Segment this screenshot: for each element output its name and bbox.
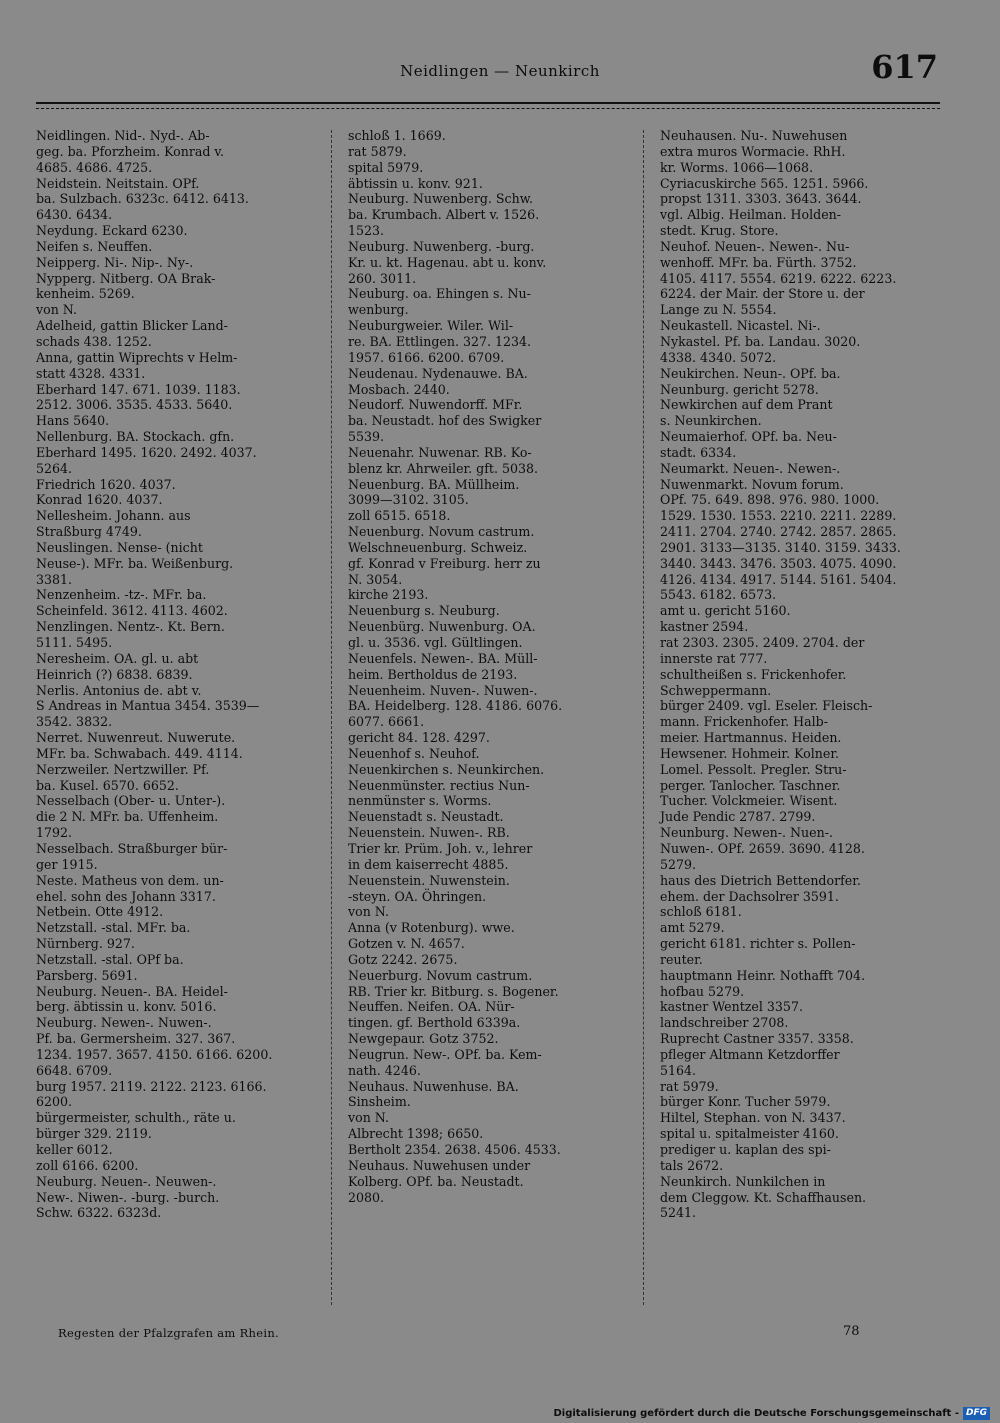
index-line: heim. Bertholdus de 2193. (348, 666, 518, 682)
index-line: kenheim. 5269. (36, 286, 135, 302)
index-line: Neuenstadt s. Neustadt. (348, 809, 504, 825)
index-line: kirche 2193. (348, 587, 429, 603)
index-line: kr. Worms. 1066—1068. (660, 159, 814, 175)
index-line: Pf. ba. Germersheim. 327. 367. (36, 1031, 236, 1047)
index-line: Neresheim. OA. gl. u. abt (36, 650, 199, 666)
index-line: kastner Wentzel 3357. (660, 999, 803, 1015)
column-separator (331, 130, 332, 1305)
index-line: äbtissin u. konv. 921. (348, 175, 483, 191)
index-line: ba. Neustadt. hof des Swigker (348, 413, 542, 429)
index-line: vgl. Albig. Heilman. Holden- (660, 207, 842, 223)
index-line: Neukirchen. Neun-. OPf. ba. (660, 365, 841, 381)
index-line: Neuburg. Neuen-. Neuwen-. (36, 1173, 217, 1189)
index-line: bürger 329. 2119. (36, 1126, 152, 1142)
index-line: amt u. gericht 5160. (660, 603, 791, 619)
index-line: Newkirchen auf dem Prant (660, 397, 833, 413)
credit-text: Digitalisierung gefördert durch die Deutsche Forschungsgemeinschaft - (553, 1408, 959, 1419)
index-line: Lomel. Pessolt. Pregler. Stru- (660, 761, 847, 777)
index-line: Cyriacuskirche 565. 1251. 5966. (660, 175, 869, 191)
index-line: haus des Dietrich Bettendorfer. (660, 872, 861, 888)
index-line: 5241. (660, 1205, 697, 1221)
index-line: Neidstein. Neitstain. OPf. (36, 175, 200, 191)
index-line: Neuenhof s. Neuhof. (348, 745, 480, 761)
index-line: von N. (348, 1110, 390, 1126)
index-line: Neydung. Eckard 6230. (36, 223, 188, 239)
running-header: Neidlingen — Neunkirch (400, 62, 600, 80)
index-line: Nellesheim. Johann. aus (36, 508, 191, 524)
index-line: Neuenkirchen s. Neunkirchen. (348, 761, 545, 777)
index-line: spital u. spitalmeister 4160. (660, 1126, 839, 1142)
index-line: 4685. 4686. 4725. (36, 159, 153, 175)
index-line: Tucher. Volckmeier. Wisent. (660, 793, 838, 809)
index-line: BA. Heidelberg. 128. 4186. 6076. (348, 698, 563, 714)
index-line: ger 1915. (36, 856, 98, 872)
index-line: Neumaierhof. OPf. ba. Neu- (660, 429, 837, 445)
index-line: 5279. (660, 856, 697, 872)
index-line: Neuenmünster. rectius Nun- (348, 777, 530, 793)
index-line: keller 6012. (36, 1142, 113, 1157)
index-line: wenburg. (348, 302, 409, 318)
index-line: schads 438. 1252. (36, 333, 152, 349)
index-line: gl. u. 3536. vgl. Gültlingen. (348, 635, 523, 650)
index-line: Kr. u. kt. Hagenau. abt u. konv. (348, 254, 547, 270)
index-line: Eberhard 1495. 1620. 2492. 4037. (36, 444, 257, 460)
index-line: 5264. (36, 460, 73, 476)
index-line: 4126. 4134. 4917. 5144. 5161. 5404. (660, 571, 897, 587)
index-line: Nypperg. Nitberg. OA Brak- (36, 270, 216, 286)
index-line: Neuenstein. Nuwen-. RB. (348, 825, 510, 841)
index-column-1 (36, 128, 318, 1221)
index-line: wenhoff. MFr. ba. Fürth. 3752. (660, 254, 857, 270)
index-line: Neumarkt. Neuen-. Newen-. (660, 460, 841, 476)
index-line: 6200. (36, 1094, 73, 1110)
index-line: 6224. der Mair. der Store u. der (660, 286, 865, 302)
index-line: Schw. 6322. 6323d. (36, 1205, 162, 1221)
index-line: Hewsener. Hohmeir. Kolner. (660, 745, 839, 761)
index-line: 5111. 5495. (36, 635, 113, 650)
index-line: 2901. 3133—3135. 3140. 3159. 3433. (660, 539, 901, 555)
index-line: stadt. 6334. (660, 444, 737, 460)
index-line: N. 3054. (348, 571, 403, 587)
index-line: Neudenau. Nydenauwe. BA. (348, 365, 528, 381)
index-line: berg. äbtissin u. konv. 5016. (36, 999, 217, 1015)
index-line: von N. (348, 904, 390, 920)
index-line: mann. Frickenhofer. Halb- (660, 714, 828, 730)
index-line: Nuwenmarkt. Novum forum. (660, 476, 844, 492)
index-column-2 (348, 128, 630, 1205)
index-line: Neuenstein. Nuwenstein. (348, 872, 510, 888)
index-line: Neifen s. Neuffen. (36, 238, 153, 254)
index-line: zoll 6515. 6518. (348, 508, 451, 524)
index-line: gf. Konrad v Freiburg. herr zu (348, 555, 541, 571)
index-line: Eberhard 147. 671. 1039. 1183. (36, 381, 241, 397)
index-line: RB. Trier kr. Bitburg. s. Bogener. (348, 983, 559, 999)
index-line: Friedrich 1620. 4037. (36, 476, 176, 492)
index-line: reuter. (660, 951, 703, 967)
index-line: 2080. (348, 1189, 385, 1205)
index-line: geg. ba. Pforzheim. Konrad v. (36, 143, 225, 159)
index-line: Neuenburg. Novum castrum. (348, 524, 535, 540)
index-line: ehel. sohn des Johann 3317. (36, 888, 216, 904)
index-line: Neuse-). MFr. ba. Weißenburg. (36, 555, 234, 571)
index-line: extra muros Wormacie. RhH. (660, 143, 846, 159)
index-line: 6430. 6434. (36, 207, 113, 223)
index-line: Nenzenheim. -tz-. MFr. ba. (36, 587, 207, 603)
header-rule (36, 102, 940, 104)
index-line: 1792. (36, 825, 73, 841)
index-line: Neipperg. Ni-. Nip-. Ny-. (36, 254, 194, 270)
index-line: Neuenfels. Newen-. BA. Müll- (348, 650, 538, 666)
index-line: Albrecht 1398; 6650. (348, 1126, 484, 1142)
index-line: Neuenheim. Nuven-. Nuwen-. (348, 682, 538, 698)
digitization-credit-bar (0, 1404, 1000, 1423)
index-line: hofbau 5279. (660, 983, 745, 999)
index-line: Neunburg. gericht 5278. (660, 381, 819, 397)
index-line: Nerret. Nuwenreut. Nuwerute. (36, 730, 236, 746)
index-line: innerste rat 777. (660, 650, 768, 666)
index-line: bürgermeister, schulth., räte u. (36, 1110, 236, 1126)
index-line: 3099—3102. 3105. (348, 492, 469, 508)
index-line: Neudorf. Nuwendorff. MFr. (348, 397, 523, 413)
index-line: Straßburg 4749. (36, 524, 142, 540)
index-line: landschreiber 2708. (660, 1015, 789, 1031)
index-line: Neuenburg. BA. Müllheim. (348, 476, 520, 492)
index-line: Neuburg. Neuen-. BA. Heidel- (36, 983, 228, 999)
index-line: 260. 3011. (348, 270, 417, 286)
index-line: Anna, gattin Wiprechts v Helm- (36, 349, 238, 365)
index-line: in dem kaiserrecht 4885. (348, 856, 509, 872)
index-line: gericht 84. 128. 4297. (348, 730, 490, 746)
index-line: die 2 N. MFr. ba. Uffenheim. (36, 809, 219, 825)
index-line: 5539. (348, 429, 385, 445)
index-line: Bertholt 2354. 2638. 4506. 4533. (348, 1142, 561, 1157)
index-line: Neuburg. Nuwenberg. -burg. (348, 238, 535, 254)
index-line: 2411. 2704. 2740. 2742. 2857. 2865. (660, 524, 897, 540)
index-line: Kolberg. OPf. ba. Neustadt. (348, 1173, 524, 1189)
footer-page-ref: 78 (843, 1324, 860, 1339)
index-line: 3542. 3832. (36, 714, 113, 730)
index-line: ba. Kusel. 6570. 6652. (36, 777, 179, 793)
index-line: kastner 2594. (660, 619, 749, 635)
index-line: nath. 4246. (348, 1062, 421, 1078)
index-line: Konrad 1620. 4037. (36, 492, 163, 508)
index-line: rat 2303. 2305. 2409. 2704. der (660, 635, 865, 650)
index-line: Neuburgweier. Wiler. Wil- (348, 318, 514, 334)
index-line: rat 5879. (348, 143, 407, 159)
index-line: Ruprecht Castner 3357. 3358. (660, 1031, 854, 1047)
index-line: von N. (36, 302, 78, 318)
index-line: 6077. 6661. (348, 714, 425, 730)
index-line: Hans 5640. (36, 413, 110, 429)
index-line: ba. Krumbach. Albert v. 1526. (348, 207, 540, 223)
index-line: -steyn. OA. Öhringen. (348, 888, 487, 904)
index-line: Neugrun. New-. OPf. ba. Kem- (348, 1046, 542, 1062)
index-line: 1957. 6166. 6200. 6709. (348, 349, 505, 365)
index-line: 2512. 3006. 3535. 4533. 5640. (36, 397, 233, 413)
index-line: Trier kr. Prüm. Joh. v., lehrer (348, 840, 533, 856)
index-line: Nesselbach. Straßburger bür- (36, 840, 228, 856)
index-line: Jude Pendic 2787. 2799. (660, 809, 816, 825)
index-line: Neuerburg. Novum castrum. (348, 967, 533, 983)
index-line: perger. Tanlocher. Taschner. (660, 777, 841, 793)
index-line: nenmünster s. Worms. (348, 793, 492, 809)
index-line: Neuhaus. Nuwehusen under (348, 1157, 531, 1173)
index-line: Nykastel. Pf. ba. Landau. 3020. (660, 333, 861, 349)
page-number: 617 (871, 48, 938, 86)
index-line: Neuenbürg. Nuwenburg. OA. (348, 619, 536, 635)
index-line: hauptmann Heinr. Nothafft 704. (660, 967, 866, 983)
index-line: amt 5279. (660, 920, 725, 936)
index-line: Mosbach. 2440. (348, 381, 450, 397)
index-line: Neidlingen. Nid-. Nyd-. Ab- (36, 128, 210, 143)
index-line: Nerzweiler. Nertzwiller. Pf. (36, 761, 210, 777)
index-line: Heinrich (?) 6838. 6839. (36, 666, 193, 682)
index-line: 1523. (348, 223, 385, 239)
index-line: Neuhausen. Nu-. Nuwehusen (660, 128, 848, 143)
index-line: ba. Sulzbach. 6323c. 6412. 6413. (36, 191, 249, 207)
index-line: re. BA. Ettlingen. 327. 1234. (348, 333, 532, 349)
index-line: Neuffen. Neifen. OA. Nür- (348, 999, 515, 1015)
index-line: 4105. 4117. 5554. 6219. 6222. 6223. (660, 270, 897, 286)
index-line: prediger u. kaplan des spi- (660, 1142, 831, 1157)
index-line: gericht 6181. richter s. Pollen- (660, 936, 856, 952)
index-line: 4338. 4340. 5072. (660, 349, 777, 365)
index-line: pfleger Altmann Ketzdorffer (660, 1046, 840, 1062)
index-line: New-. Niwen-. -burg. -burch. (36, 1189, 220, 1205)
index-line: rat 5979. (660, 1078, 719, 1094)
index-line: Sinsheim. (348, 1094, 411, 1110)
index-line: Nuwen-. OPf. 2659. 3690. 4128. (660, 840, 865, 856)
index-line: Neunkirch. Nunkilchen in (660, 1173, 826, 1189)
index-column-3 (660, 128, 944, 1221)
index-line: 3381. (36, 571, 73, 587)
index-line: Netzstall. -stal. OPf ba. (36, 951, 184, 967)
header-rule-dashed (36, 108, 940, 109)
index-line: S Andreas in Mantua 3454. 3539— (36, 698, 260, 714)
column-separator (643, 130, 644, 1305)
index-line: Neuhof. Neuen-. Newen-. Nu- (660, 238, 850, 254)
index-line: Adelheid, gattin Blicker Land- (36, 318, 228, 334)
index-line: Scheinfeld. 3612. 4113. 4602. (36, 603, 228, 619)
index-line: Nenzlingen. Nentz-. Kt. Bern. (36, 619, 225, 635)
index-line: statt 4328. 4331. (36, 365, 146, 381)
index-line: Nerlis. Antonius de. abt v. (36, 682, 202, 698)
index-line: OPf. 75. 649. 898. 976. 980. 1000. (660, 492, 880, 508)
index-line: Welschneuenburg. Schweiz. (348, 539, 528, 555)
series-footer: Regesten der Pfalzgrafen am Rhein. (58, 1326, 279, 1340)
index-line: Parsberg. 5691. (36, 967, 138, 983)
index-line: Neuburg. Nuwenberg. Schw. (348, 191, 534, 207)
index-line: 1529. 1530. 1553. 2210. 2211. 2289. (660, 508, 897, 524)
index-line: dem Cleggow. Kt. Schaffhausen. (660, 1189, 867, 1205)
index-line: Neuburg. Newen-. Nuwen-. (36, 1015, 212, 1031)
index-line: stedt. Krug. Store. (660, 223, 779, 239)
index-line: schloß 6181. (660, 904, 742, 920)
index-line: Neukastell. Nicastel. Ni-. (660, 318, 821, 334)
index-line: Neuenahr. Nuwenar. RB. Ko- (348, 444, 532, 460)
index-line: bürger Konr. Tucher 5979. (660, 1094, 831, 1110)
index-line: Lange zu N. 5554. (660, 302, 777, 318)
index-line: 5164. (660, 1062, 697, 1078)
index-line: Netbein. Otte 4912. (36, 904, 164, 920)
index-line: Newgepaur. Gotz 3752. (348, 1031, 499, 1047)
index-line: burg 1957. 2119. 2122. 2123. 6166. (36, 1078, 267, 1094)
index-line: 1234. 1957. 3657. 4150. 6166. 6200. (36, 1046, 273, 1062)
index-line: MFr. ba. Schwabach. 449. 4114. (36, 745, 243, 761)
index-line: ehem. der Dachsolrer 3591. (660, 888, 839, 904)
index-line: schloß 1. 1669. (348, 128, 446, 143)
index-line: Neuhaus. Nuwenhuse. BA. (348, 1078, 519, 1094)
index-line: Nesselbach (Ober- u. Unter-). (36, 793, 226, 809)
index-line: Schweppermann. (660, 682, 772, 698)
index-line: bürger 2409. vgl. Eseler. Fleisch- (660, 698, 873, 714)
index-line: meier. Hartmannus. Heiden. (660, 730, 842, 746)
index-line: 3440. 3443. 3476. 3503. 4075. 4090. (660, 555, 897, 571)
index-line: spital 5979. (348, 159, 424, 175)
index-line: Anna (v Rotenburg). wwe. (348, 920, 515, 936)
index-line: Neste. Matheus von dem. un- (36, 872, 224, 888)
index-line: Nellenburg. BA. Stockach. gfn. (36, 429, 235, 445)
index-line: zoll 6166. 6200. (36, 1157, 139, 1173)
index-line: propst 1311. 3303. 3643. 3644. (660, 191, 862, 207)
index-line: Gotzen v. N. 4657. (348, 936, 465, 952)
index-line: Hiltel, Stephan. von N. 3437. (660, 1110, 846, 1126)
index-line: Netzstall. -stal. MFr. ba. (36, 920, 191, 936)
index-line: 6648. 6709. (36, 1062, 113, 1078)
index-line: Nürnberg. 927. (36, 936, 135, 952)
index-line: Gotz 2242. 2675. (348, 951, 458, 967)
index-line: blenz kr. Ahrweiler. gft. 5038. (348, 460, 539, 476)
index-line: Neuslingen. Nense- (nicht (36, 539, 203, 555)
dfg-logo[interactable]: DFG (963, 1407, 990, 1420)
index-line: s. Neunkirchen. (660, 413, 762, 429)
index-line: tingen. gf. Berthold 6339a. (348, 1015, 521, 1031)
index-line: tals 2672. (660, 1157, 724, 1173)
index-line: 5543. 6182. 6573. (660, 587, 777, 603)
index-line: Neunburg. Newen-. Nuen-. (660, 825, 833, 841)
index-line: Neuburg. oa. Ehingen s. Nu- (348, 286, 531, 302)
index-line: Neuenburg s. Neuburg. (348, 603, 500, 619)
index-line: schultheißen s. Frickenhofer. (660, 666, 847, 682)
